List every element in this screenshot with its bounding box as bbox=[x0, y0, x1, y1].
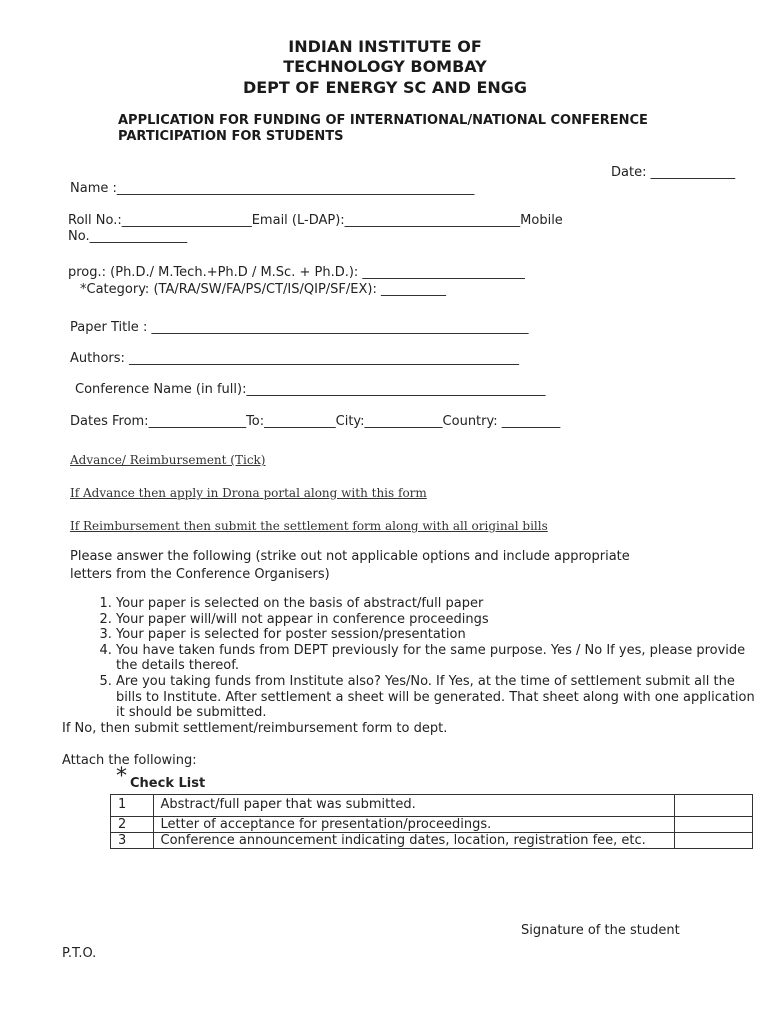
question-item: 1. Your paper is selected on the basis of abstract/full paper bbox=[116, 596, 756, 612]
category-field: *Category: (TA/RA/SW/FA/PS/CT/IS/QIP/SF/EX): __________ bbox=[80, 282, 446, 297]
checklist-number: 3 bbox=[111, 833, 154, 849]
department-name: DEPT OF ENERGY SC AND ENGG bbox=[242, 78, 528, 97]
checklist-tick-cell[interactable] bbox=[675, 795, 753, 817]
conference-name-field: Conference Name (in full):______________________________________________ bbox=[75, 382, 546, 397]
programme-field: prog.: (Ph.D./ M.Tech.+Ph.D / M.Sc. + Ph.D.): _________________________ bbox=[68, 265, 525, 280]
questions-list bbox=[70, 596, 756, 721]
signature-label: Signature of the student bbox=[521, 923, 680, 938]
pto-label: P.T.O. bbox=[62, 946, 97, 961]
advance-note: If Advance then apply in Drona portal along with this form bbox=[70, 486, 427, 500]
table-row bbox=[111, 833, 753, 849]
if-no-note: If No, then submit settlement/reimbursement form to dept. bbox=[62, 721, 448, 736]
checklist-tick-cell[interactable] bbox=[675, 817, 753, 833]
mobile-number-field: No._______________ bbox=[68, 229, 188, 244]
form-title-line1: APPLICATION FOR FUNDING OF INTERNATIONAL/NATIONAL CONFERENCE bbox=[118, 113, 648, 128]
institute-name-line1: INDIAN INSTITUTE OF bbox=[288, 37, 482, 56]
instructions-line2: letters from the Conference Organisers) bbox=[70, 567, 330, 582]
authors-field: Authors: ____________________________________________________________ bbox=[70, 351, 520, 366]
instructions-line1: Please answer the following (strike out not applicable options and include appropriate bbox=[70, 549, 630, 564]
form-title-line2: PARTICIPATION FOR STUDENTS bbox=[118, 129, 344, 144]
institute-name-line2: TECHNOLOGY BOMBAY bbox=[283, 57, 487, 76]
dates-city-country-field: Dates From:_______________To:___________City:____________Country: _________ bbox=[70, 414, 561, 429]
checklist-text: Conference announcement indicating dates, location, registration fee, etc. bbox=[153, 833, 674, 849]
table-row bbox=[111, 795, 753, 817]
name-field: Name :_______________________________________________________ bbox=[70, 181, 475, 196]
checklist-number: 1 bbox=[111, 795, 154, 817]
question-item: 3. Your paper is selected for poster session/presentation bbox=[116, 627, 756, 643]
paper-title-field: Paper Title : __________________________________________________________ bbox=[70, 320, 529, 335]
checklist-title: Check List bbox=[130, 776, 206, 791]
checklist-tick-cell[interactable] bbox=[675, 833, 753, 849]
question-item: 2. Your paper will/will not appear in conference proceedings bbox=[116, 612, 756, 628]
checklist-number: 2 bbox=[111, 817, 154, 833]
reimbursement-note: If Reimbursement then submit the settlement form along with all original bills bbox=[70, 519, 548, 533]
checklist-text: Abstract/full paper that was submitted. bbox=[153, 795, 674, 817]
attach-label: Attach the following: bbox=[62, 753, 197, 768]
date-field: Date: _____________ bbox=[611, 165, 736, 180]
roll-email-mobile-field: Roll No.:____________________Email (L-DAP):___________________________Mobile bbox=[68, 213, 563, 228]
table-row bbox=[111, 817, 753, 833]
question-item: 5. Are you taking funds from Institute also? Yes/No. If Yes, at the time of settlement submit all the bills to Institute. After settlement a sheet will be generated. That sheet along with one application it should be submitted. bbox=[116, 674, 756, 721]
checklist-text: Letter of acceptance for presentation/proceedings. bbox=[153, 817, 674, 833]
advance-reimbursement-note: Advance/ Reimbursement (Tick) bbox=[70, 453, 266, 467]
question-item: 4. You have taken funds from DEPT previously for the same purpose. Yes / No If yes, please provide the details thereof. bbox=[116, 643, 756, 674]
asterisk-mark: * bbox=[116, 764, 127, 789]
checklist-table bbox=[110, 794, 753, 849]
